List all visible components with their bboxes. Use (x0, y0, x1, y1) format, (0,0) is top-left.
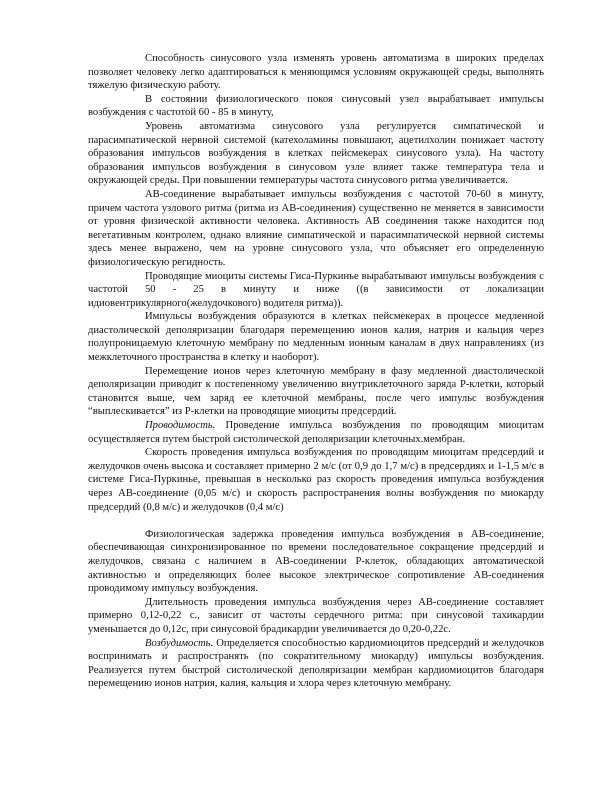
document-page (88, 52, 544, 691)
term-conductivity: Проводимость. (145, 420, 216, 432)
paragraph-ion-movement: Перемещение ионов через клеточную мембрану в фазу медленной диастолической деполяризации приводит к постепенному увеличению внутриклеточного заряда Р-клетки, который становится выше, чем заряд ее клеточной мембраны, после чего импульс возбуждения “выплескивается” из Р-клетки на проводящие миоциты предсердий. (88, 365, 544, 418)
paragraph-conductivity (88, 419, 544, 446)
paragraph-conduction-duration: Длительность проведения импульса возбуждения через АВ-соединение составляет примерно 0,12-0,22 с., зависит от частоты сердечного ритма: при синусовой тахикардии уменьшается до 0,12с, при синусовой брадикардии увеличивается до 0,20-0,22с. (88, 596, 544, 635)
paragraph-sinus-rest-rate: В состоянии физиологического покоя синусовый узел вырабатывает импульсы возбуждения с частотой 60 - 85 в минуту, (88, 93, 544, 119)
paragraph-sinus-regulation: Уровень автоматизма синусового узла регулируется симпатической и парасимпатической нервной системой (катехоламины повышают, ацетилхолин понижает частоту образования импульсов возбуждения в клетках пейсмекерах синусового узла). На частоту образования импульсов возбуждения в синусовом узле влияет также температура тела и окружающей среды. При повышении температуры частота синусового ритма увеличивается. (88, 120, 544, 187)
paragraph-impulse-formation: Импульсы возбуждения образуются в клетках пейсмекерах в процессе медленной диастолической деполяризации благодаря перемещению ионов калия, натрия и кальция через полупроницаемую клеточную мембрану по медленным ионным каналам в двух направлениях (из межклеточного пространства в клетку и наоборот). (88, 311, 544, 364)
paragraph-purkinje: Проводящие миоциты системы Гиса-Пуркинье вырабатывают импульсы возбуждения с частотой 50 - 25 в минуту и ниже ((в зависимости от локализации идиовентрикулярного(желудочкового) водителя ритма)). (88, 270, 544, 309)
paragraph-physiological-delay: Физиологическая задержка проведения импульса возбуждения в АВ-соединение, обеспечивающая синхронизированное по времени последовательное сокращение предсердий и желудочков, связана с наличием в АВ-соединении Р-клеток, обладающих автоматической активностью и определяющих более высокое электрическое сопротивление АВ-соединения проводимому импульсу возбуждения. (88, 528, 544, 595)
term-excitability: Возбудимость. (145, 637, 214, 649)
paragraph-conduction-speed: Скорость проведения импульса возбуждения по проводящим миоцитам предсердий и желудочков очень высока и составляет примерно 2 м/с (от 0,9 до 1,7 м/с) в предсердиях и 1-1,5 м/с в системе Гиса-Пуркинье, превышая в несколько раз скорость проведения импульса возбуждения через АВ-соединение (0,05 м/с) и скорость распространения волны возбуждения по миокарду предсердий (0,8 м/с) и желудочков (0,4 м/с) (88, 447, 544, 513)
paragraph-sinus-adaptation: Способность синусового узла изменять уровень автоматизма в широких пределах позволяет человеку легко адаптироваться к меняющимся условиям окружающей среды, выполнять тяжелую физическую работу. (88, 53, 544, 92)
excitability-text: Определяется способностью кардиомиоцитов предсердий и желудочков воспринимать и распространять (по сократительному миокарду) импульсы возбуждения. Реализуется путем быстрой систолической деполяризации мембран кардиомиоцитов благодаря перемещению ионов натрия, калия, кальция и хлора через клеточную мембрану. (88, 637, 544, 690)
paragraph-av-junction: АВ-соединение вырабатывает импульсы возбуждения с частотой 70-60 в минуту, причем частота узлового ритма (ритма из АВ-соединения) существенно не меняется в зависимости от уровня физической активности человека. Активность АВ соединения также находится под вегетативным контролем, однако влияние симпатической и парасимпатической нервной системы здесь менее выражено, чем на уровне синусового узла, что объясняет его определенную физиологическую регидность. (88, 188, 544, 268)
conductivity-text: Проведение импульса возбуждения по проводящим миоцитам осуществляется путем быстрой систолической деполяризации клеточных.мембран. (88, 420, 544, 445)
paragraph-excitability (88, 637, 544, 691)
